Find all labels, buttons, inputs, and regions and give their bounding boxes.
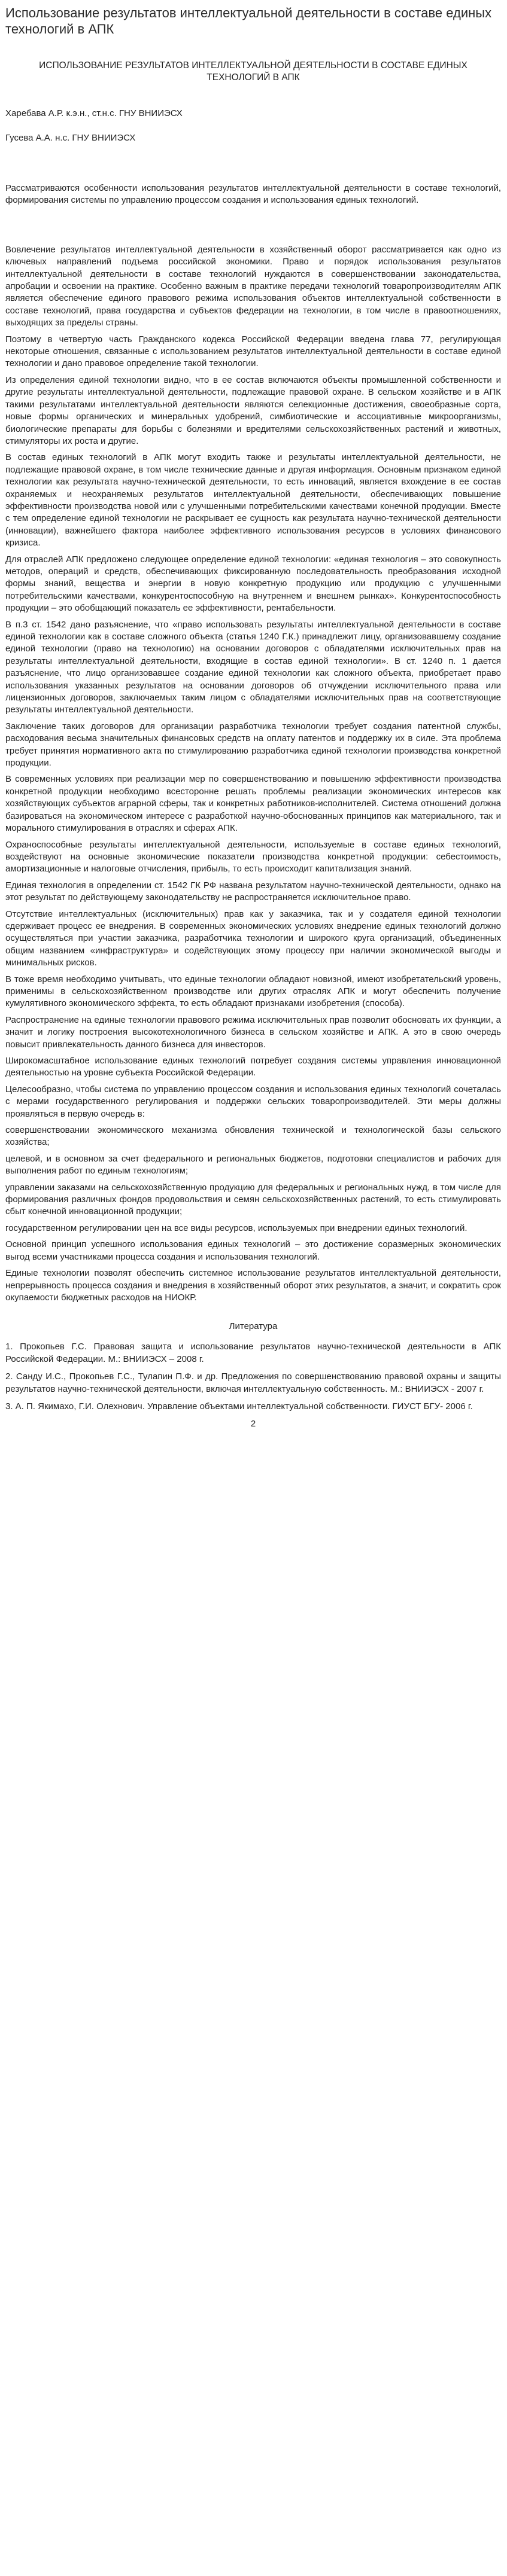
- paragraph: Поэтому в четвертую часть Гражданского кодекса Российской Федерации введена глава 77, регулирующая некоторые отношения, связанные с использованием результатов интеллектуальной деятельности в составе единой технологии и дано правовое определение такой технологии.: [5, 334, 501, 369]
- paragraph: В тоже время необходимо учитывать, что единые технологии обладают новизной, имеют изобретательский уровень, применимы в сельскохозяйственном производстве или других отраслях АПК и могут обеспечить получение кумулятивного экономического эффекта, то есть обладают признаками изобретения (способа).: [5, 974, 501, 1009]
- paragraph: Отсутствие интеллектуальных (исключительных) прав как у заказчика, так и у создателя единой технологии сдерживает процесс ее внедрения. В современных экономических условиях внедрение единых технологий должно осуществляться при участии заказчика, разработчика технологии и широкого круга организаций, объединенных общим названием «инфраструктура» и содействующих этому процессу при наличии экономической выгоды и минимальных рисков.: [5, 909, 501, 968]
- list-item: государственном регулировании цен на все виды ресурсов, используемых при внедрении единых технологий.: [5, 1223, 467, 1233]
- paragraph: Распространение на единые технологии правового режима исключительных прав позволит обосновать их функции, а значит и логику построения высокотехнологичного бизнеса в сельском хозяйстве и АПК. А это в свою очередь повысит привлекательность данного бизнеса для инвесторов.: [5, 1014, 501, 1050]
- paragraph: Заключение таких договоров для организации разработчика технологии требует создания патентной службы, расходования весьма значительных финансовых средств на оплату патентов и поддержку их в силе. Эта проблема требует принятия нормативного акта по стимулированию разработчика единой технологии производства конкретной продукции.: [5, 721, 501, 769]
- reference-item: 3. А. П. Якимахо, Г.И. Олехнович. Управление объектами интеллектуальной собственности. ГИУСТ БГУ- 2006 г.: [5, 1401, 473, 1412]
- author-line: Гусева А.А. н.с. ГНУ ВНИИЭСХ: [5, 133, 136, 143]
- paragraph: Охраноспособные результаты интеллектуальной деятельности, используемые в составе единых технологий, воздействуют на основные экономические показатели производства конкретной продукции: себестоимость, амортизационные и налоговые отчисления, прибыль, то есть происходит капитализация знаний.: [5, 839, 501, 874]
- document-title: ИСПОЛЬЗОВАНИЕ РЕЗУЛЬТАТОВ ИНТЕЛЛЕКТУАЛЬНОЙ ДЕЯТЕЛЬНОСТИ В СОСТАВЕ ЕДИНЫХ ТЕХНОЛОГИЙ В АПК: [39, 60, 467, 83]
- paragraph: Единые технологии позволят обеспечить системное использование результатов интеллектуальной деятельности, непрерывность процесса создания и внедрения в хозяйственный оборот этих результатов, а значит, и сократить срок окупаемости бюджетных расходов на НИОКР.: [5, 1268, 501, 1303]
- list-item: целевой, и в основном за счет федерального и региональных бюджетов, подготовки специалистов и рабочих для выполнения работ по единым технологиям;: [5, 1153, 501, 1176]
- paragraph: Из определения единой технологии видно, что в ее состав включаются объекты промышленной собственности и другие результаты интеллектуальной деятельности, подлежащие правовой охране. В сельском хозяйстве и в АПК такими результатами интеллектуальной деятельности являются селекционные достижения, своеобразные сорта, новые формы органических и минеральных удобрений, симбиотические и ассоциативные микроорганизмы, биологические препараты для борьбы с болезнями и вредителями сельскохозяйственных растений и животных, стимуляторы их роста и другие.: [5, 374, 501, 446]
- references-list: [5, 1341, 501, 1413]
- references-heading: Литература: [229, 1321, 278, 1332]
- paragraph: Целесообразно, чтобы система по управлению процессом создания и использования единых технологий сочеталась с мерами государственного регулирования и поддержки сельских товаропроизводителей. Эти меры должны проявляться в первую очередь в:: [5, 1084, 501, 1119]
- paragraph: В состав единых технологий в АПК могут входить также и результаты интеллектуальной деятельности, не подлежащие правовой охране, в том числе технические данные и другая информация. Основным признаком единой технологии как результата научно-технической деятельности, то есть инноваций, является вхождение в ее состав охраняемых и неохраняемых результатов интеллектуальной деятельности, обеспечивающих повышение эффективности производства новой или с улучшенными потребительскими качествами конечной продукции. Вместе с тем определение единой технологии не раскрывает ее сущность как результата научно-технической деятельности (инновации), важнейшего фактора наиболее эффективного использования ресурсов в условиях финансового кризиса.: [5, 452, 501, 548]
- paragraph: Основной принцип успешного использования единых технологий – это достижение соразмерных экономических выгод всеми участниками процесса создания и использования технологий.: [5, 1239, 501, 1262]
- list-item: совершенствовании экономического механизма обновления технической и технологической базы сельского хозяйства;: [5, 1125, 501, 1148]
- reference-item: 2. Санду И.С., Прокопьев Г.С., Тулапин П.Ф. и др. Предложения по совершенствованию правовой охраны и защиты результатов научно-технической деятельности, включая интеллектуальную собственность. М.: ВНИИЭСХ - 2007 г.: [5, 1371, 501, 1394]
- reference-item: 1. Прокопьев Г.С. Правовая защита и использование результатов научно-технической деятельности в АПК Российской Федерации. М.: ВНИИЭСХ – 2008 г.: [5, 1342, 501, 1364]
- page-title: Использование результатов интеллектуальной деятельности в составе единых технологий в АПК: [5, 5, 492, 36]
- page-number: 2: [250, 1419, 256, 1429]
- body-text: [5, 244, 501, 1304]
- list-item: управлении заказами на сельскохозяйственную продукцию для федеральных и региональных нужд, в том числе для формирования различных фондов продовольствия и семян сельскохозяйственных растений, то есть стимулировать сбыт конечной инновационной продукции;: [5, 1182, 501, 1217]
- paragraph: В современных условиях при реализации мер по совершенствованию и повышению эффективности производства конкретной продукции необходимо всесторонне решать проблемы реализации экономических интересов как хозяйствующих субъектов аграрной сферы, так и конкретных работников-исполнителей. Система отношений должна базироваться на экономическом интересе с разработкой научно-обоснованных принципов как материального, так и морального стимулирования в отраслях и сферах АПК.: [5, 774, 501, 834]
- paragraph: Вовлечение результатов интеллектуальной деятельности в хозяйственный оборот рассматривается как одно из ключевых направлений подъема российской экономики. Право и порядок использования результатов интеллектуальной деятельности в составе технологий нуждаются в совершенствовании законодательства, апробации и освоении на практике. Особенно важным в практике передачи технологий товаропроизводителям АПК является обеспечение единого правового режима использования объектов интеллектуальной собственности в составе технологий, права государства и субъектов федерации на технологии, в том числе в правоотношениях, выходящих за пределы страны.: [5, 244, 501, 328]
- abstract-paragraph: Рассматриваются особенности использования результатов интеллектуальной деятельности в составе технологий, формирования системы по управлению процессом создания и использования единых технологий.: [5, 183, 501, 206]
- paragraph: Единая технология в определении ст. 1542 ГК РФ названа результатом научно-технической деятельности, однако на этот результат по действующему законодательству не распространяется исключительное право.: [5, 880, 501, 903]
- author-line: Харебава А.Р. к.э.н., ст.н.с. ГНУ ВНИИЭСХ: [5, 108, 183, 118]
- paragraph: В п.3 ст. 1542 дано разъяснение, что «право использовать результаты интеллектуальной деятельности в составе единой технологии как в составе сложного объекта (статья 1240 Г.К.) принадлежит лицу, организовавшему создание единой технологии (право на технологию) на основании договоров с обладателями исключительных прав на результаты интеллектуальной деятельности, входящие в состав единой технологии». В ст. 1240 п. 1 дается разъяснение, что лицо организовавшее создание единой технологии как сложного объекта, приобретает право использования указанных результатов на основании договоров об отчуждении исключительного права или лицензионных договоров, заключаемых таким лицом с обладателями исключительных прав на соответствующие результаты интеллектуальной деятельности.: [5, 619, 501, 715]
- paragraph: Для отраслей АПК предложено следующее определение единой технологии: «единая технология – это совокупность методов, операций и средств, обеспечивающих фиксированную последовательность преобразования исходной формы знаний, вещества и энергии в новую конкретную продукцию или продукцию с улучшенными потребительскими качествами, конкурентоспособную на внутреннем и внешнем рынках». Конкурентоспособность продукции – это обобщающий показатель ее эффективности, рентабельности.: [5, 554, 501, 614]
- paragraph: Широкомасштабное использование единых технологий потребует создания системы управления инновационной деятельностью на уровне субъекта Российской Федерации.: [5, 1056, 501, 1078]
